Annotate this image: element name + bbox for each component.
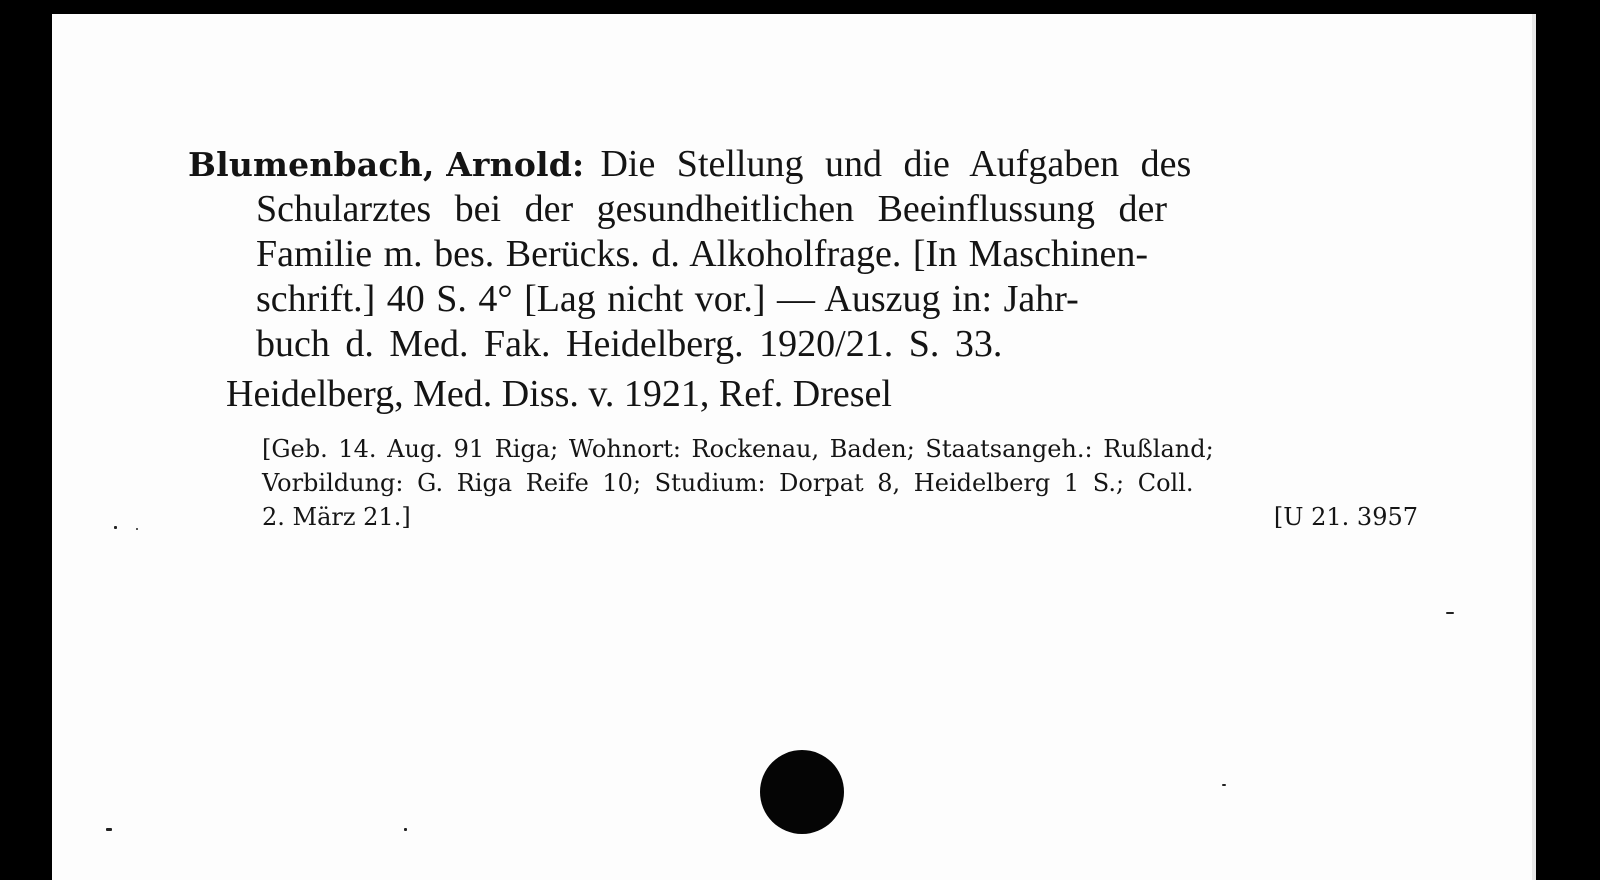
title-line-2: Schularztes bei der gesundheitlichen Beeinflussung der <box>256 188 1168 230</box>
bio-text-1: [Geb. 14. Aug. 91 Riga; Wohnort: Rockenau, Baden; Staatsangeh.: Rußland; <box>262 435 1214 463</box>
title-line-4: schrift.] 40 S. 4° [Lag nicht vor.] — Auszug in: Jahr- <box>256 278 1079 320</box>
bio-date: 2. März 21.] <box>262 503 411 531</box>
bio-line-2 <box>262 466 1418 500</box>
entry-line-3 <box>188 232 1418 277</box>
title-line-5: buch d. Med. Fak. Heidelberg. 1920/21. S. 33. <box>256 323 1003 365</box>
dust-speck <box>1222 784 1226 786</box>
dust-speck <box>136 528 138 530</box>
dust-speck <box>106 828 112 831</box>
bio-line-1 <box>262 432 1418 466</box>
dust-speck <box>404 828 407 831</box>
shelf-mark: [U 21. 3957 <box>1273 503 1418 531</box>
entry-line-4 <box>188 277 1418 322</box>
dissertation-note: Heidelberg, Med. Diss. v. 1921, Ref. Dresel <box>226 373 892 415</box>
bio-text-2: Vorbildung: G. Riga Reife 10; Studium: Dorpat 8, Heidelberg 1 S.; Coll. <box>262 469 1194 497</box>
entry-line-5 <box>188 322 1418 367</box>
biographical-note <box>262 432 1418 534</box>
bibliographic-entry <box>188 142 1418 367</box>
title-line-1-wrap <box>584 142 1418 187</box>
dust-speck <box>1446 612 1454 614</box>
entry-line-2 <box>188 187 1418 232</box>
card-edge <box>1532 14 1536 880</box>
title-line-3: Familie m. bes. Berücks. d. Alkoholfrage. [In Maschinen- <box>256 233 1149 275</box>
bio-line-3 <box>262 500 1418 534</box>
author-name: Blumenbach, Arnold: <box>188 145 585 184</box>
punch-hole <box>760 750 844 834</box>
dust-speck <box>114 526 117 529</box>
title-line-1: Die Stellung und die Aufgaben des <box>600 143 1192 185</box>
entry-line-1 <box>188 142 1418 187</box>
